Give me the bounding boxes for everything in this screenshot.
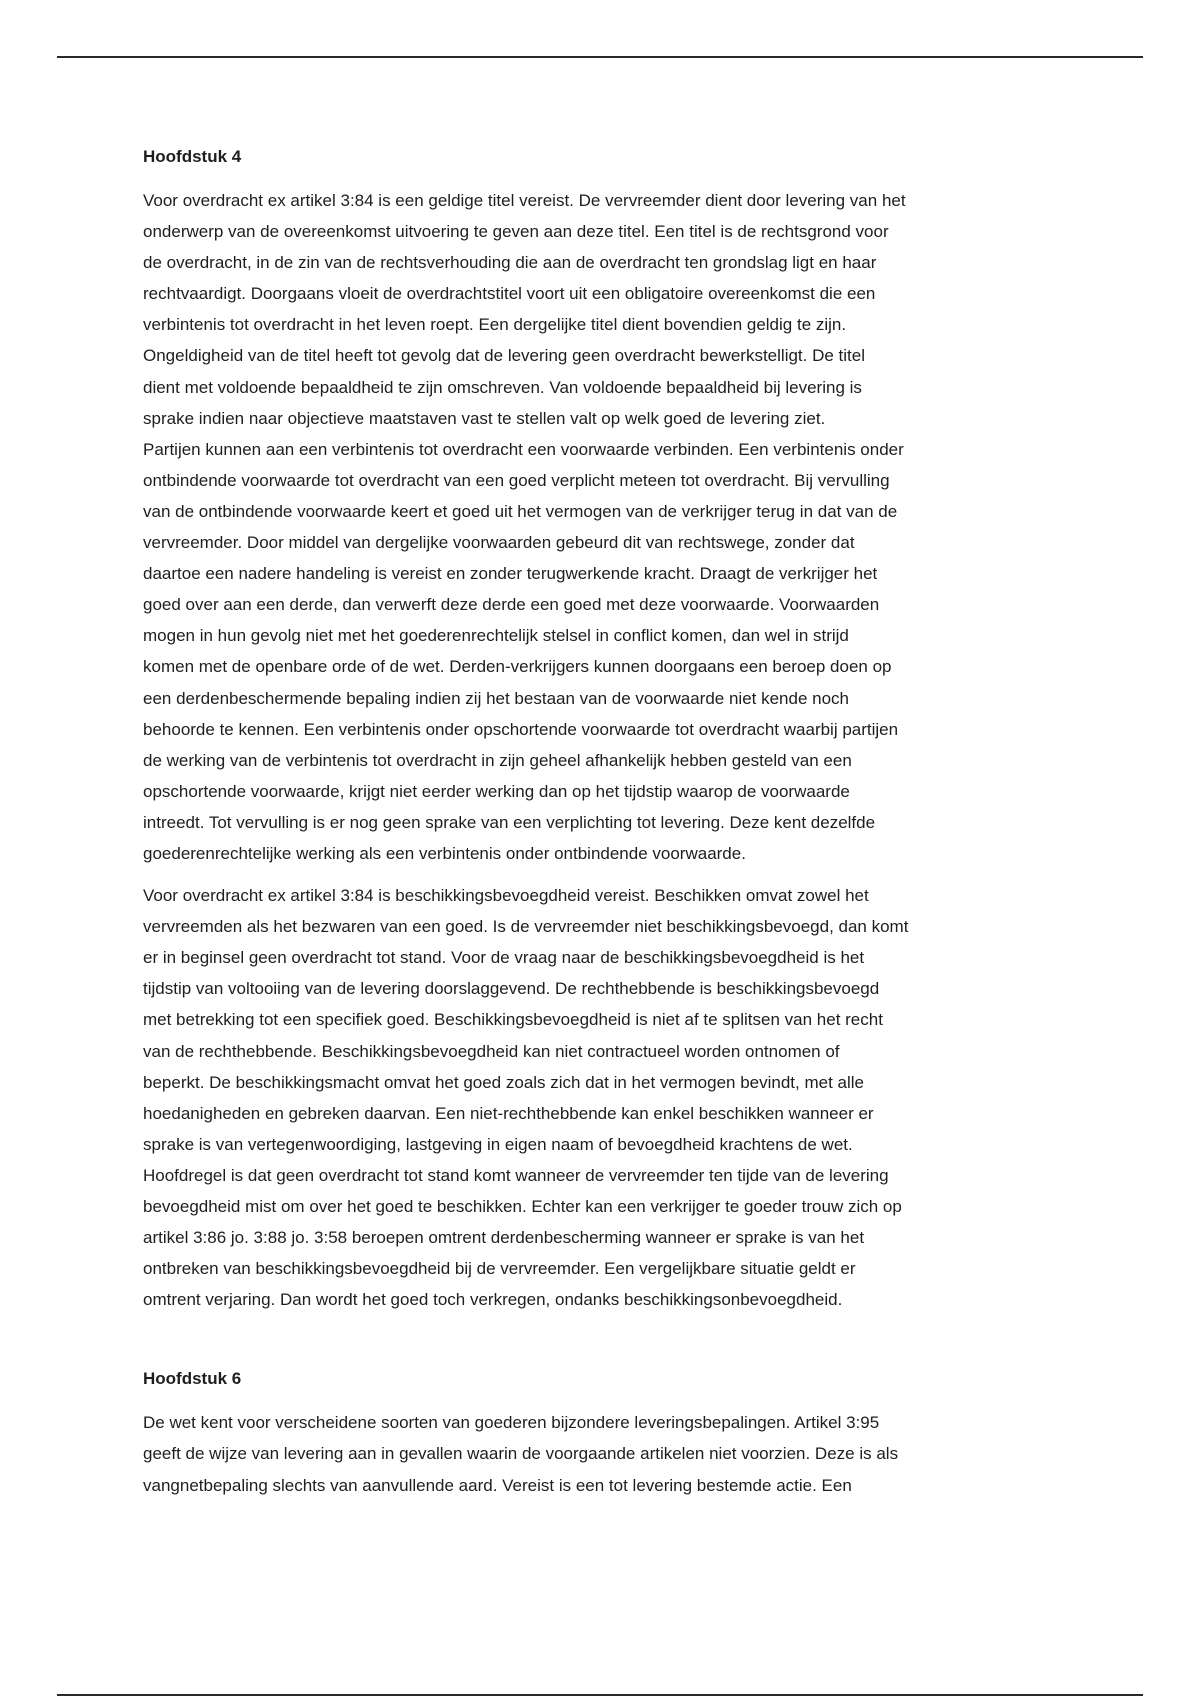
text-line: De wet kent voor verscheidene soorten van goederen bijzondere leveringsbepalingen. Artikel 3:95 (143, 1413, 880, 1433)
text-line: omtrent verjaring. Dan wordt het goed toch verkregen, ondanks beschikkingsonbevoegdheid. (143, 1290, 843, 1310)
document-body (143, 142, 1063, 1512)
text-line: onderwerp van de overeenkomst uitvoering te geven aan deze titel. Een titel is de rechtsgrond voor (143, 222, 889, 242)
text-line: hoedanigheden en gebreken daarvan. Een niet-rechthebbende kan enkel beschikken wanneer er (143, 1103, 874, 1123)
text-line: komen met de openbare orde of de wet. Derden-verkrijgers kunnen doorgaans een beroep doen op (143, 657, 892, 677)
text-line: ontbreken van beschikkingsbevoegdheid bij de vervreemder. Een vergelijkbare situatie geldt er (143, 1259, 856, 1279)
text-line: de overdracht, in de zin van de rechtsverhouding die aan de overdracht ten grondslag ligt en haar (143, 253, 877, 273)
paragraph (143, 880, 1063, 1315)
text-line: beperkt. De beschikkingsmacht omvat het goed zoals zich dat in het vermogen bevindt, met alle (143, 1072, 864, 1092)
section-spacer (143, 1326, 1063, 1364)
text-line: artikel 3:86 jo. 3:88 jo. 3:58 beroepen omtrent derdenbescherming wanneer er sprake is van het (143, 1228, 865, 1248)
text-line: geeft de wijze van levering aan in gevallen waarin de voorgaande artikelen niet voorzien. Deze is als (143, 1444, 899, 1464)
text-line: goed over aan een derde, dan verwerft deze derde een goed met deze voorwaarde. Voorwaarden (143, 595, 880, 615)
paragraph (143, 185, 1063, 869)
text-line: sprake indien naar objectieve maatstaven vast te stellen valt op welk goed de levering ziet. (143, 408, 826, 428)
text-line: tijdstip van voltooiing van de levering doorslaggevend. De rechthebbende is beschikkingsbevoegd (143, 979, 880, 999)
section-heading: Hoofdstuk 4 (143, 147, 242, 166)
text-line: daartoe een nadere handeling is vereist en zonder terugwerkende kracht. Draagt de verkrijger het (143, 564, 878, 584)
text-line: Ongeldigheid van de titel heeft tot gevolg dat de levering geen overdracht bewerkstelligt. De titel (143, 346, 866, 366)
text-line: verbintenis tot overdracht in het leven roept. Een dergelijke titel dient bovendien geldig te zijn. (143, 315, 847, 335)
text-line: van de rechthebbende. Beschikkingsbevoegdheid kan niet contractueel worden ontnomen of (143, 1041, 840, 1061)
text-line: vervreemden als het bezwaren van een goed. Is de vervreemder niet beschikkingsbevoegd, dan komt (143, 917, 909, 937)
text-line: vervreemder. Door middel van dergelijke voorwaarden gebeurd dit van rechtswege, zonder dat (143, 533, 855, 553)
header-rule (57, 56, 1143, 58)
text-line: rechtvaardigt. Doorgaans vloeit de overdrachtstitel voort uit een obligatoire overeenkomst die een (143, 284, 876, 304)
text-line: dient met voldoende bepaaldheid te zijn omschreven. Van voldoende bepaaldheid bij levering is (143, 377, 862, 397)
text-line: vangnetbepaling slechts van aanvullende aard. Vereist is een tot levering bestemde actie. Een (143, 1475, 852, 1495)
text-line: de werking van de verbintenis tot overdracht in zijn geheel afhankelijk hebben gesteld van een (143, 750, 852, 770)
text-line: er in beginsel geen overdracht tot stand. Voor de vraag naar de beschikkingsbevoegdheid is het (143, 948, 865, 968)
text-line: Partijen kunnen aan een verbintenis tot overdracht een voorwaarde verbinden. Een verbintenis onder (143, 439, 904, 459)
text-line: goederenrechtelijke werking als een verbintenis onder ontbindende voorwaarde. (143, 843, 746, 863)
text-line: intreedt. Tot vervulling is er nog geen sprake van een verplichting tot levering. Deze kent dezelfde (143, 812, 876, 832)
text-line: mogen in hun gevolg niet met het goederenrechtelijk stelsel in conflict komen, dan wel in strijd (143, 626, 849, 646)
text-line: Hoofdregel is dat geen overdracht tot stand komt wanneer de vervreemder ten tijde van de levering (143, 1165, 889, 1185)
text-line: Voor overdracht ex artikel 3:84 is een geldige titel vereist. De vervreemder dient door levering van het (143, 191, 906, 210)
section-hoofdstuk-4 (143, 142, 1063, 1315)
paragraph (143, 1407, 1063, 1500)
text-line: een derdenbeschermende bepaling indien zij het bestaan van de voorwaarde niet kende noch (143, 688, 850, 708)
text-line: van de ontbindende voorwaarde keert et goed uit het vermogen van de verkrijger terug in dat van de (143, 501, 898, 521)
section-hoofdstuk-6 (143, 1364, 1063, 1500)
text-line: behoorde te kennen. Een verbintenis onder opschortende voorwaarde tot overdracht waarbij partijen (143, 719, 899, 739)
text-line: Voor overdracht ex artikel 3:84 is beschikkingsbevoegdheid vereist. Beschikken omvat zowel het (143, 886, 869, 906)
text-line: bevoegdheid mist om over het goed te beschikken. Echter kan een verkrijger te goeder trouw zich op (143, 1197, 902, 1216)
text-line: ontbindende voorwaarde tot overdracht van een goed verplicht meteen tot overdracht. Bij vervulling (143, 470, 890, 490)
text-line: met betrekking tot een specifiek goed. Beschikkingsbevoegdheid is niet af te splitsen van het recht (143, 1010, 883, 1030)
section-heading: Hoofdstuk 6 (143, 1369, 242, 1389)
text-line: opschortende voorwaarde, krijgt niet eerder werking dan op het tijdstip waarop de voorwaarde (143, 781, 850, 801)
text-line: sprake is van vertegenwoordiging, lastgeving in eigen naam of bevoegdheid krachtens de wet. (143, 1134, 853, 1154)
footer-rule (57, 1694, 1143, 1696)
